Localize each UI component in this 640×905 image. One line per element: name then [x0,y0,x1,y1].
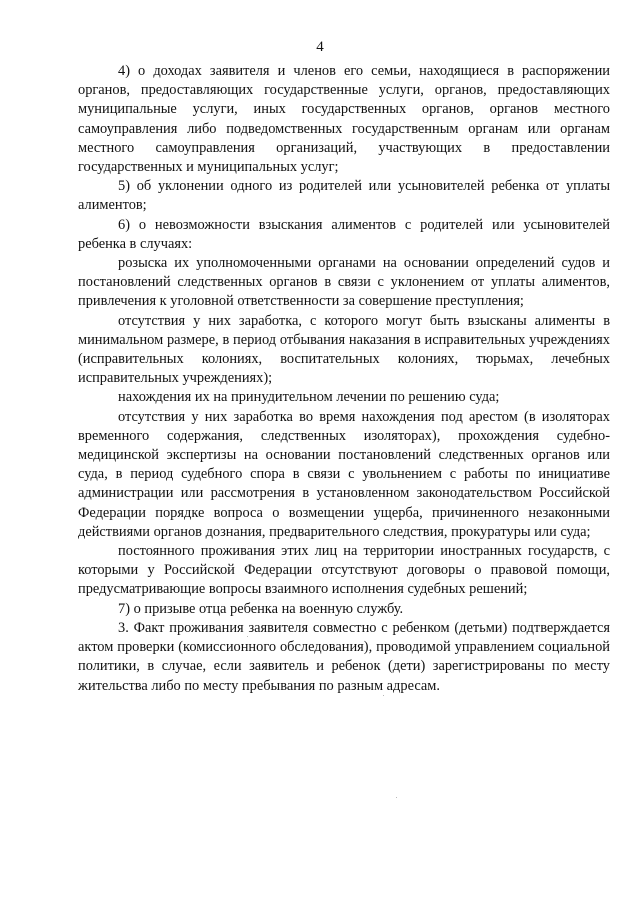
paragraph-item-4-income-info: 4) о доходах заявителя и членов его семьи, находящиеся в распоряжении органов, предоставляющих государственные услуги, органов, предоставляющих муниципальные услуги, иных государственных органов, органов местного самоуправления либо подведомственных государственным органам или органам местного самоуправления организаций, участвующих в предоставлении государственных и муниципальных услуг; [78,63,610,176]
scan-speck [396,797,397,798]
document-body [78,62,610,696]
paragraph-item-7-military-service: 7) о призыве отца ребенка на военную службу. [118,600,404,617]
paragraph-item-6-alimony-impossibility: 6) о невозможности взыскания алиментов с родителей или усыновителей ребенка в случаях: [78,216,610,252]
paragraph-case-no-earnings-arrest: отсутствия у них заработка во время нахождения под арестом (в изоляторах временного содержания, следственных изоляторах), прохождения судебно-медицинской экспертизы на основании постановлений следственных органов или суда, в период судебного спора в связи с увольнением с работы по инициативе администрации или рассмотрения в установленном законодательством Российской Федерации порядке вопроса о возмещении ущерба, причиненного незаконными действиями органов дознания, предварительного следствия, прокуратуры или суда; [78,408,610,540]
paragraph-case-compulsory-treatment: нахождения их на принудительном лечении по решению суда; [118,389,500,406]
paragraph-item-5-alimony-evasion: 5) об уклонении одного из родителей или усыновителей ребенка от уплаты алиментов; [78,178,610,214]
scan-speck [383,695,384,696]
paragraph-case-no-earnings-prison: отсутствия у них заработка, с которого могут быть взысканы алименты в минимальном размере, в период отбывания наказания в исправительных учреждениях (исправительных колониях, воспитательных колониях, тюрьмах, лечебных исправительных учреждениях); [78,312,610,387]
page-number: 4 [316,39,324,55]
scan-speck [247,636,248,637]
paragraph-section-3-cohabitation: 3. Факт проживания заявителя совместно с ребенком (детьми) подтверждается актом проверки (комиссионного обследования), проводимой управлением социальной политики, в случае, если заявитель и ребенок (дети) зарегистрированы по месту жительства либо по месту пребывания по разным адресам. [78,619,610,694]
paragraph-case-residence-abroad: постоянного проживания этих лиц на территории иностранных государств, с которыми у Российской Федерации отсутствуют договоры о правовой помощи, предусматривающие вопросы взаимного исполнения судебных решений; [78,543,610,598]
paragraph-case-search: розыска их уполномоченными органами на основании определений судов и постановлений следственных органов в связи с уклонением от уплаты алиментов, привлечения к уголовной ответственности за совершение преступления; [78,255,610,310]
